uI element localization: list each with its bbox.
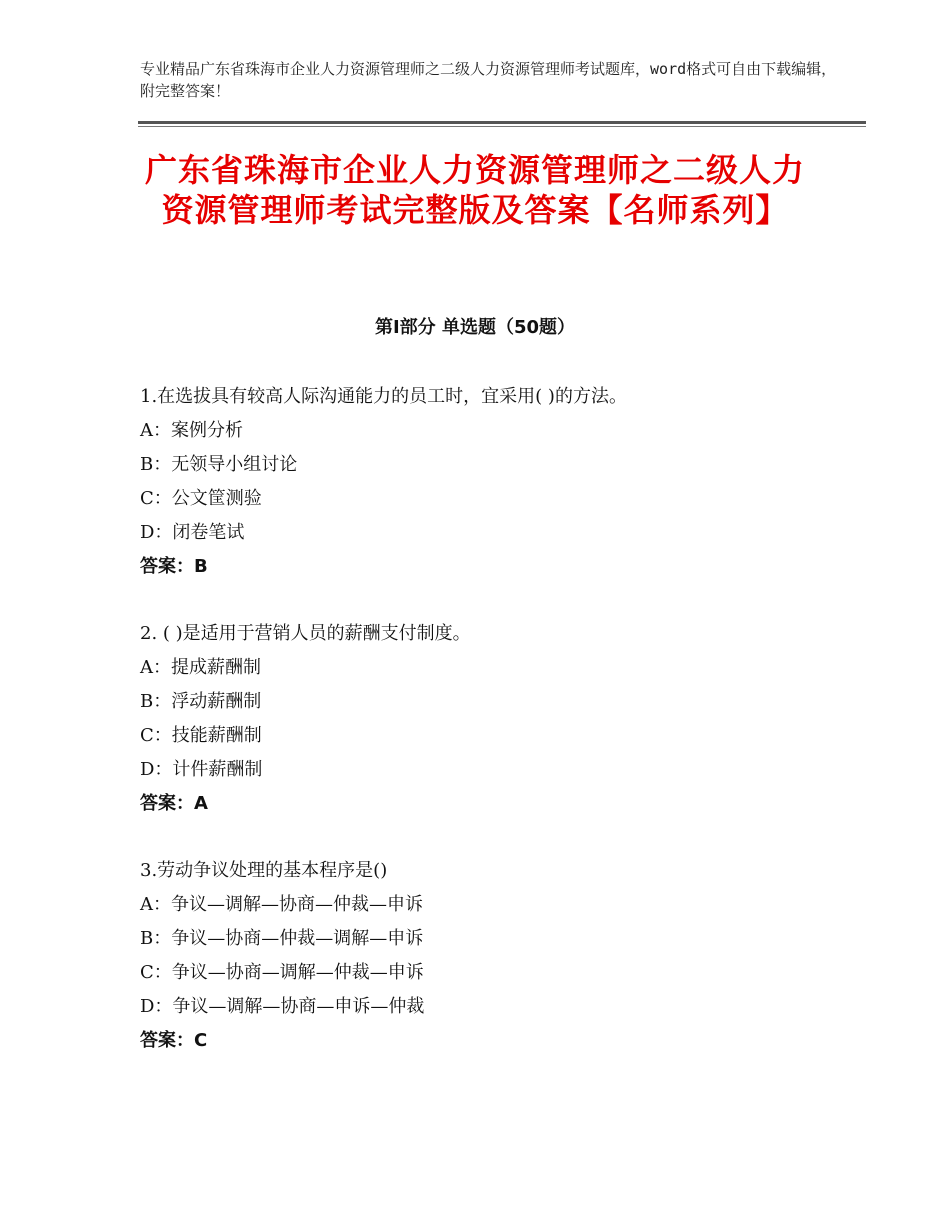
option-a: A：案例分析: [140, 420, 243, 441]
question-stem: 2. ( )是适用于营销人员的薪酬支付制度。: [140, 623, 471, 644]
question-stem: 1.在选拔具有较高人际沟通能力的员工时，宜采用( )的方法。: [140, 386, 627, 407]
answer: 答案：B: [140, 556, 208, 577]
option-b: B：无领导小组讨论: [140, 454, 298, 475]
header-divider-thin: [138, 126, 866, 127]
option-d: D：计件薪酬制: [140, 759, 263, 780]
header-note: 专业精品广东省珠海市企业人力资源管理师之二级人力资源管理师考试题库，word格式可自由下载编辑，附完整答案！: [140, 60, 837, 100]
option-b: B：浮动薪酬制: [140, 691, 262, 712]
option-c: C：公文筐测验: [140, 488, 262, 509]
header-divider-thick: [138, 121, 866, 124]
question-list: [140, 380, 840, 1091]
option-c: C：争议—协商—调解—仲裁—申诉: [140, 962, 424, 983]
section-title: 第Ⅰ部分 单选题（50题）: [374, 317, 575, 338]
document-title: 广东省珠海市企业人力资源管理师之二级人力资源管理师考试完整版及答案【名师系列】: [144, 151, 805, 229]
answer: 答案：C: [140, 1030, 208, 1051]
question-2: [140, 617, 840, 821]
option-c: C：技能薪酬制: [140, 725, 262, 746]
option-b: B：争议—协商—仲裁—调解—申诉: [140, 928, 424, 949]
question-stem: 3.劳动争议处理的基本程序是(): [140, 860, 388, 881]
question-1: [140, 380, 840, 584]
option-d: D：闭卷笔试: [140, 522, 245, 543]
answer: 答案：A: [140, 793, 208, 814]
option-d: D：争议—调解—协商—申诉—仲裁: [140, 996, 425, 1017]
option-a: A：争议—调解—协商—仲裁—申诉: [140, 894, 423, 915]
question-3: [140, 854, 840, 1058]
option-a: A：提成薪酬制: [140, 657, 261, 678]
